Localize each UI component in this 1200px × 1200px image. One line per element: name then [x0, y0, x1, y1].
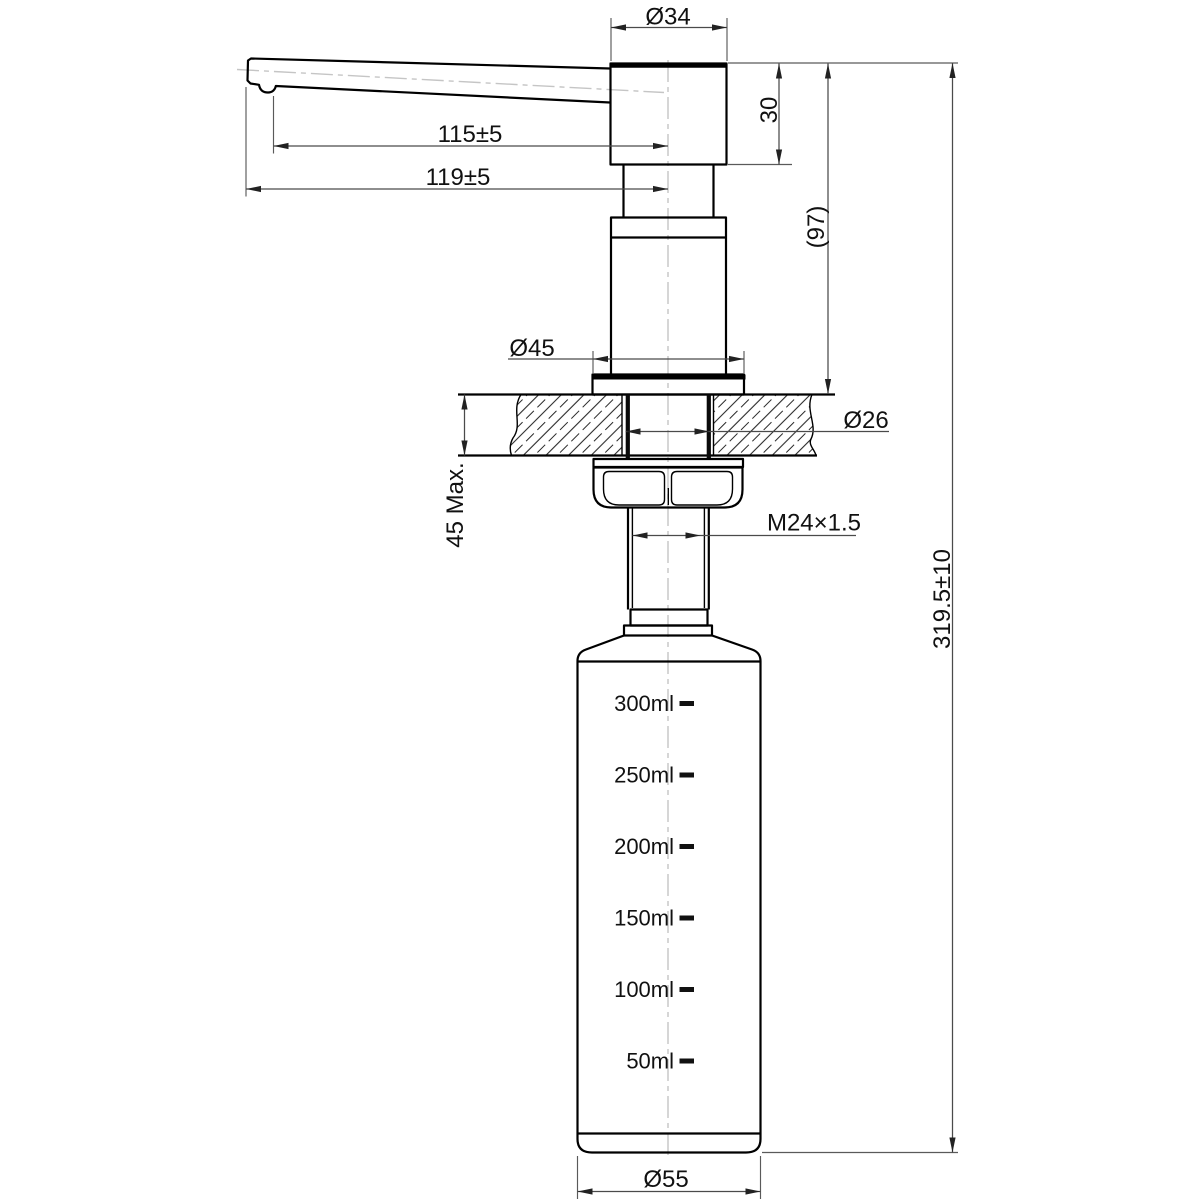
head-height-label: 30 [756, 96, 783, 124]
nut-facet-right [672, 472, 733, 506]
pump-head-and-spout [248, 59, 746, 395]
hole-diameter-label: Ø26 [843, 407, 889, 434]
scale-label-300ml: 300ml [614, 691, 674, 716]
centerlines [237, 60, 668, 1158]
countertop-hatch-left [510, 395, 622, 456]
nut-facet-left [604, 472, 665, 506]
spout-length-label: 115±5 [437, 121, 503, 148]
head-diameter-label: Ø34 [645, 3, 691, 31]
bottle-neck-ring [631, 610, 708, 626]
dimension-counter-thickness [442, 395, 469, 548]
bottle-scale [614, 691, 694, 1074]
dimension-head-height [728, 64, 792, 165]
dimension-thread-spec [633, 510, 862, 537]
dimension-spout-length [274, 96, 669, 154]
spout-length-overall-label: 119±5 [425, 164, 491, 191]
scale-label-100ml: 100ml [614, 977, 674, 1002]
dimension-flange-diameter [508, 335, 744, 373]
scale-label-150ml: 150ml [614, 905, 674, 931]
flange-diameter-label: Ø45 [509, 335, 555, 362]
spout-centerline [237, 70, 664, 93]
bottle-diameter-label: Ø55 [643, 1166, 689, 1193]
scale-label-50ml: 50ml [626, 1048, 674, 1074]
scale-label-200ml: 200ml [614, 834, 674, 859]
bottle [578, 610, 761, 1153]
scale-label-250ml: 250ml [614, 762, 674, 788]
dimension-bottle-diameter [578, 1156, 761, 1199]
countertop-hatch-right [714, 395, 817, 456]
dimension-head-diameter [611, 4, 727, 62]
thread-spec-label: M24×1.5 [766, 509, 862, 537]
dimension-height-above-counter [803, 64, 830, 395]
overall-height-label: 319.5±10 [929, 549, 956, 649]
counter-thickness-label: 45 Max. [442, 462, 469, 548]
dimension-overall-height [728, 63, 958, 1153]
height-above-counter-label: (97) [803, 205, 830, 249]
countertop-section [458, 395, 835, 460]
